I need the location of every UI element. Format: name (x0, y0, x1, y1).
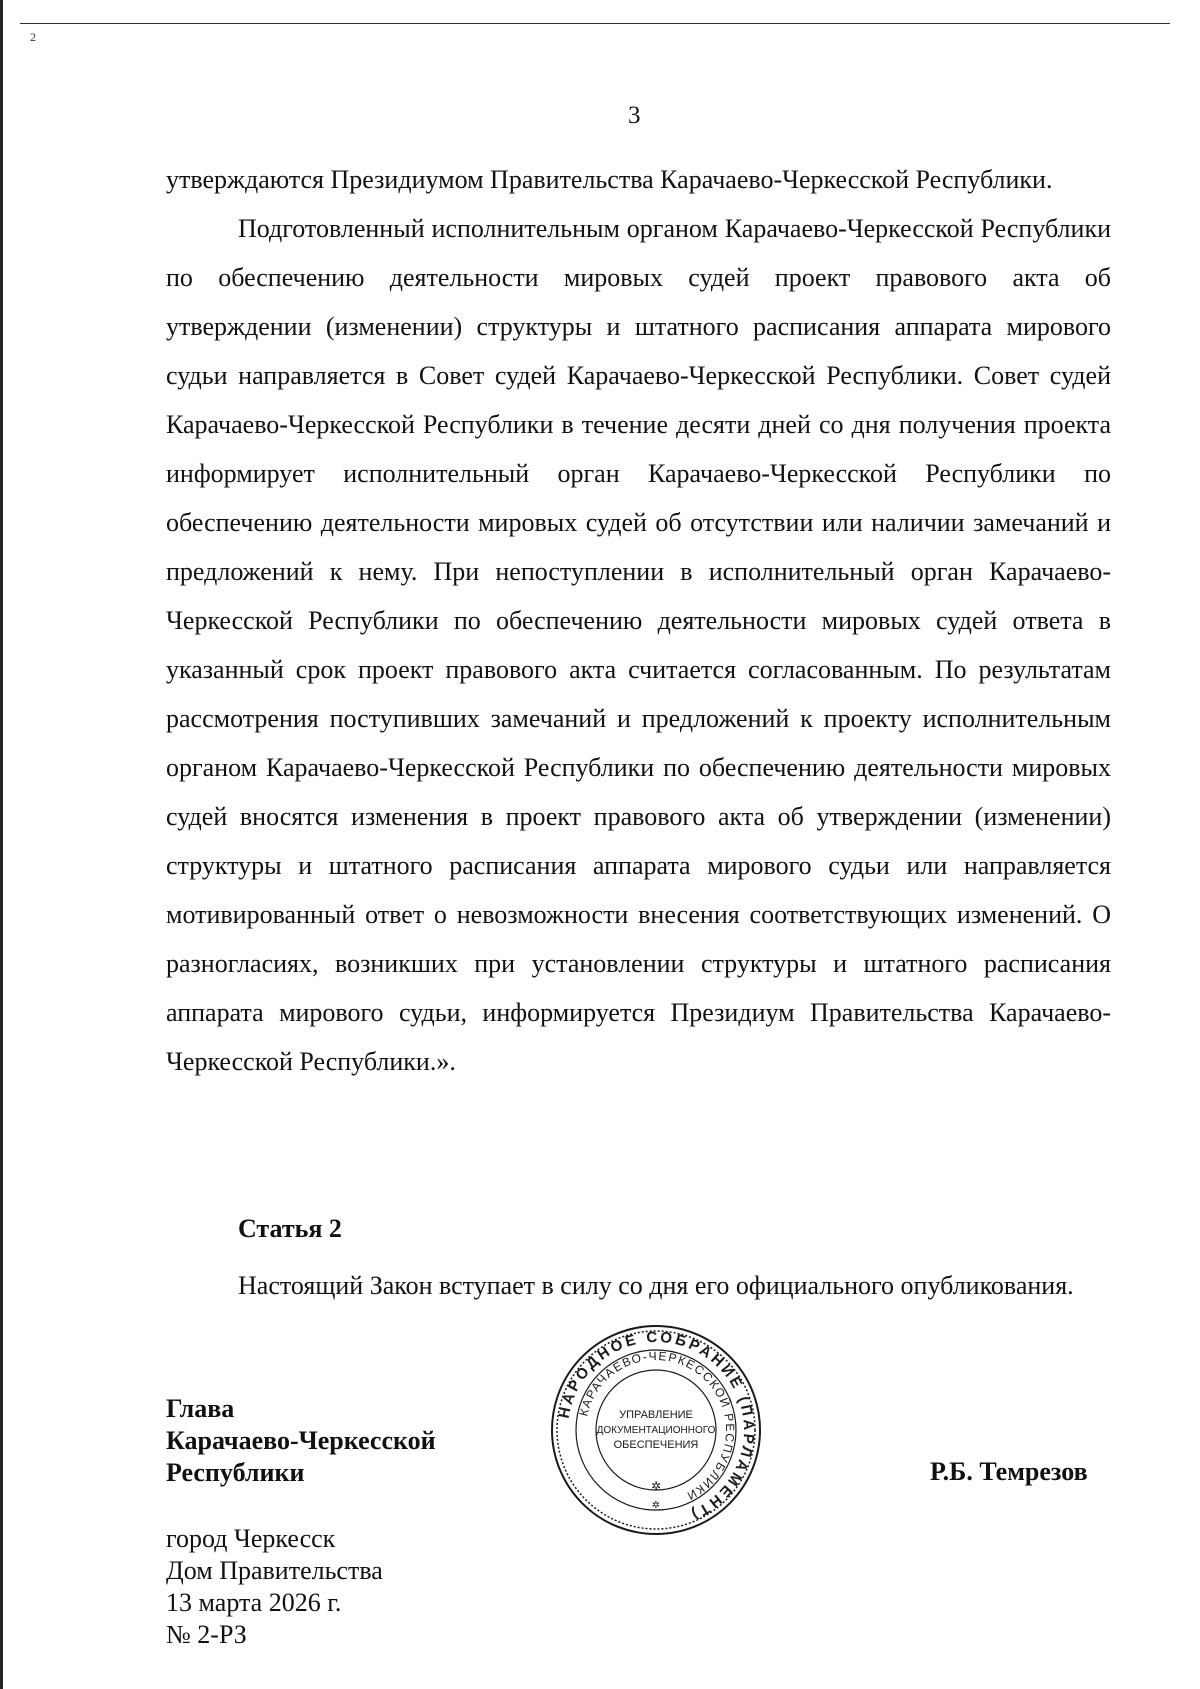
place-building: Дом Правительства (166, 1556, 383, 1585)
place-date-block (166, 1523, 383, 1651)
signatory-name: Р.Б. Темрезов (930, 1457, 1088, 1486)
signatory-position (166, 1393, 436, 1489)
article-text: Настоящий Закон вступает в силу со дня его официального опубликования. (238, 1271, 1074, 1300)
document-date: 13 марта 2026 г. (166, 1588, 342, 1617)
seal-outer-text: НАРОДНОЕ СОБРАНИЕ (ПАРЛАМЕНТ) (555, 1328, 758, 1524)
seal-center-line: УПРАВЛЕНИЕ (619, 1409, 693, 1421)
paragraph: Подготовленный исполнительным органом Карачаево-Черкесской Республики по обеспечению деятельности мировых судей проект правового акта об утверждении (изменении) структуры и штатного расписания аппарата мирового судьи направляется в Совет судей Карачаево-Черкесской Республики. Совет судей Карачаево-Черкесской Республики в течение десяти дней со дня получения проекта информирует исполнительный орган Карачаево-Черкесской Республики по обеспечению деятельности мировых судей об отсутствии или наличии замечаний и предложений к нему. При непоступлении в исполнительный орган Карачаево-Черкесской Республики по обеспечению деятельности мировых судей ответа в указанный срок проект правового акта считается согласованным. По результатам рассмотрения поступивших замечаний и предложений к проекту исполнительным органом Карачаево-Черкесской Республики по обеспечению деятельности мировых судей вносятся изменения в проект правового акта об утверждении (изменении) структуры и штатного расписания аппарата мирового судьи или направляется мотивированный ответ о невозможности внесения соответствующих изменений. О разногласиях, возникших при установлении структуры и штатного расписания аппарата мирового судьи, информируется Президиум Правительства Карачаево-Черкесской Республики.». (166, 214, 1111, 1076)
seal-inner-text: КАРАЧАЕВО-ЧЕРКЕССКОЙ РЕСПУБЛИКИ (576, 1348, 738, 1504)
seal-star-icon: ✲ (651, 1500, 661, 1511)
position-line: Карачаево-Черкесской (166, 1426, 436, 1455)
place-city: город Черкесск (166, 1524, 336, 1553)
seal-star-icon: ✲ (650, 1479, 662, 1493)
scan-edge (0, 0, 3, 1689)
document-number: № 2-РЗ (166, 1620, 247, 1649)
position-line: Республики (166, 1458, 305, 1487)
corner-mark: 2 (30, 30, 36, 44)
body-text (166, 155, 1111, 1086)
header-rule (20, 23, 1170, 24)
paragraph: утверждаются Президиумом Правительства Карачаево-Черкесской Республики. (166, 165, 1053, 194)
seal-center-line: ДОКУМЕНТАЦИОННОГО (596, 1425, 716, 1436)
article-title: Статья 2 (238, 1214, 342, 1243)
position-line: Глава (166, 1394, 235, 1423)
official-seal-stamp (548, 1322, 764, 1538)
page-number: 3 (628, 102, 641, 129)
seal-center-line: ОБЕСПЕЧЕНИЯ (613, 1439, 699, 1451)
